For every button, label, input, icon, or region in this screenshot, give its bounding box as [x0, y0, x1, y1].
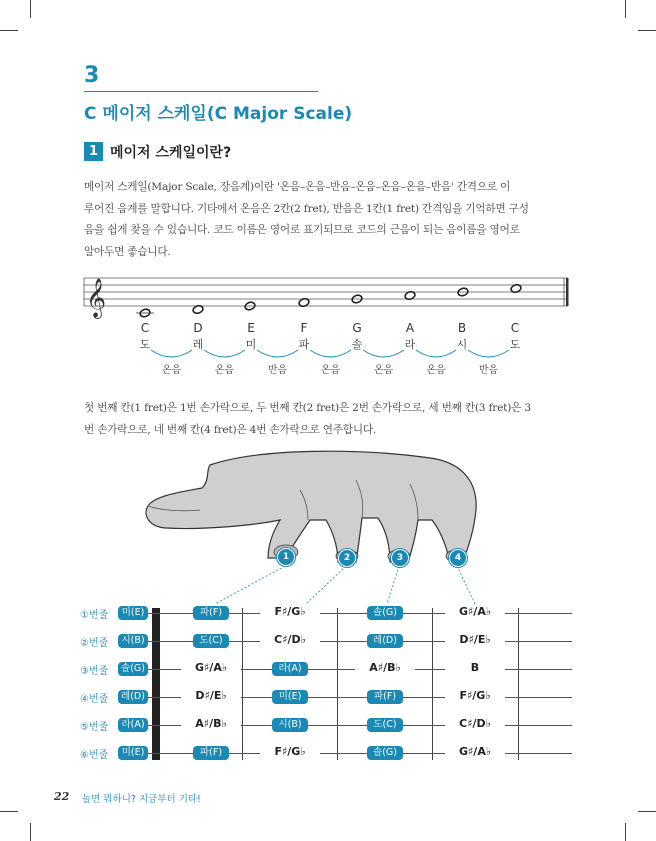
step-label: 온음 [161, 365, 182, 376]
note-letter: B [457, 321, 467, 335]
crop-mark [0, 811, 18, 812]
treble-clef-icon: 𝄞 [86, 278, 107, 318]
crop-mark [625, 0, 626, 18]
fingers-paragraph [84, 398, 574, 441]
chromatic-note: G♯/A♭ [445, 745, 505, 758]
open-string-note: 미(E) [118, 746, 148, 760]
finger-number-badge: 3 [391, 549, 409, 567]
scale-note-chip: 파(F) [193, 606, 229, 620]
note-syllable: 시 [456, 338, 468, 351]
string-label: ⑤번줄 [80, 722, 109, 733]
chromatic-note: D♯/E♭ [181, 689, 241, 702]
note-letter: D [193, 321, 203, 335]
crop-mark [638, 811, 656, 812]
step-label: 온음 [426, 365, 446, 376]
chromatic-note: C♯/D♭ [260, 633, 320, 646]
string-label: ④번줄 [80, 694, 109, 705]
section-title: 메이저 스케일이란? [110, 145, 232, 161]
chromatic-note: A♯/B♭ [355, 661, 415, 674]
step-label: 온음 [373, 365, 394, 376]
scale-note-chip: 미(E) [272, 690, 308, 704]
chromatic-note: C♯/D♭ [445, 717, 505, 730]
string-label: ③번줄 [80, 666, 109, 677]
note-syllable: 라 [404, 338, 416, 351]
chromatic-note: D♯/E♭ [445, 633, 505, 646]
step-bracket [257, 350, 298, 357]
note-letter: E [247, 321, 255, 335]
section-number-badge: 1 [84, 142, 103, 161]
string-label: ⑥번줄 [80, 750, 109, 761]
open-string-note: 레(D) [118, 690, 148, 704]
chromatic-note: A♯/B♭ [181, 717, 241, 730]
music-staff [80, 272, 575, 322]
chromatic-note: F♯/G♭ [445, 689, 505, 702]
note-syllable: 솔 [351, 338, 363, 351]
string-label: ②번줄 [80, 638, 109, 649]
page-number: 22 [54, 790, 70, 803]
note-syllable: 파 [298, 338, 310, 351]
fret-line [337, 608, 338, 760]
crop-mark [638, 30, 656, 31]
step-bracket [204, 350, 245, 357]
step-label: 온음 [320, 365, 341, 376]
scale-note-chip: 레(D) [367, 634, 403, 648]
text-line: 루어진 음계를 말합니다. 기타에서 온음은 2칸(2 fret), 반음은 1칸(1 fret) 간격임을 기억하면 구성 [84, 202, 529, 215]
chromatic-note: F♯/G♭ [260, 605, 320, 618]
note-syllable: 도 [139, 338, 151, 351]
text-line: 음을 쉽게 찾을 수 있습니다. 코드 이름은 영어로 표기되므로 코드의 근음이 되는 음이름을 영어로 [84, 224, 520, 236]
crop-mark [30, 0, 31, 18]
nut [152, 608, 160, 760]
note-letter: G [352, 321, 362, 335]
intro-paragraph [84, 177, 574, 263]
text-line: 알아두면 좋습니다. [84, 245, 171, 258]
scale-note-chip: 솔(G) [367, 746, 403, 760]
note-syllable: 도 [509, 338, 521, 351]
crop-mark [0, 30, 18, 31]
step-label: 온음 [214, 365, 235, 376]
scale-note-chip: 파(F) [193, 746, 229, 760]
note-letter: C [140, 321, 150, 335]
fret-line [242, 608, 243, 760]
chapter-title: C 메이저 스케일(C Major Scale) [84, 104, 353, 124]
string-label: ①번줄 [80, 610, 109, 621]
open-string-note: 솔(G) [118, 662, 148, 676]
scale-notes [136, 284, 522, 318]
scale-note-chip: 도(C) [193, 634, 229, 648]
chapter-rule [84, 91, 318, 92]
fret-line [432, 608, 433, 760]
chromatic-note: F♯/G♭ [260, 745, 320, 758]
finger-leaders [0, 540, 656, 610]
scale-note-chip: 라(A) [272, 662, 308, 676]
step-brackets [130, 348, 530, 362]
text-line: 첫 번째 칸(1 fret)은 1번 손가락으로, 두 번째 칸(2 fret)은 2번 손가락으로, 세 번째 칸(3 fret)은 3 [84, 402, 531, 414]
fret-line [518, 608, 519, 760]
chromatic-note: G♯/A♭ [181, 661, 241, 674]
footer-book-title: 놀면 뭐하니? 지금부터 기타! [82, 794, 201, 805]
step-bracket [363, 350, 404, 357]
note-letter: F [300, 321, 308, 335]
text-line: 번 손가락으로, 네 번째 칸(4 fret)은 4번 손가락으로 연주합니다. [84, 423, 377, 436]
chapter-number: 3 [84, 63, 100, 88]
step-bracket [151, 350, 192, 357]
scale-note-chip: 파(F) [367, 690, 403, 704]
chromatic-note: G♯/A♭ [445, 605, 505, 618]
step-label: 반음 [267, 365, 288, 376]
crop-mark [625, 823, 626, 841]
step-bracket [468, 350, 509, 357]
scale-note-chip: 시(B) [272, 718, 308, 732]
open-string-note: 미(E) [118, 606, 148, 620]
open-string-note: 시(B) [118, 634, 148, 648]
finger-number-badge: 4 [449, 549, 467, 567]
note-syllable: 레 [192, 338, 204, 351]
note-letter: A [405, 321, 415, 335]
text-line: 메이저 스케일(Major Scale, 장음계)이란 '온음–온음–반음–온음–온음–온음–반음' 간격으로 이 [84, 181, 511, 193]
finger-number-badge: 2 [338, 549, 356, 567]
finger-number-badge: 1 [277, 548, 295, 566]
scale-note-chip: 도(C) [367, 718, 403, 732]
open-string-note: 라(A) [118, 718, 148, 732]
crop-mark [30, 823, 31, 841]
step-bracket [310, 350, 351, 357]
note-syllable: 미 [245, 338, 257, 351]
scale-note-chip: 솔(G) [367, 606, 403, 620]
note-letter: C [510, 321, 520, 335]
chromatic-note: B [445, 661, 505, 674]
step-bracket [416, 350, 456, 357]
step-label: 반음 [478, 365, 499, 376]
